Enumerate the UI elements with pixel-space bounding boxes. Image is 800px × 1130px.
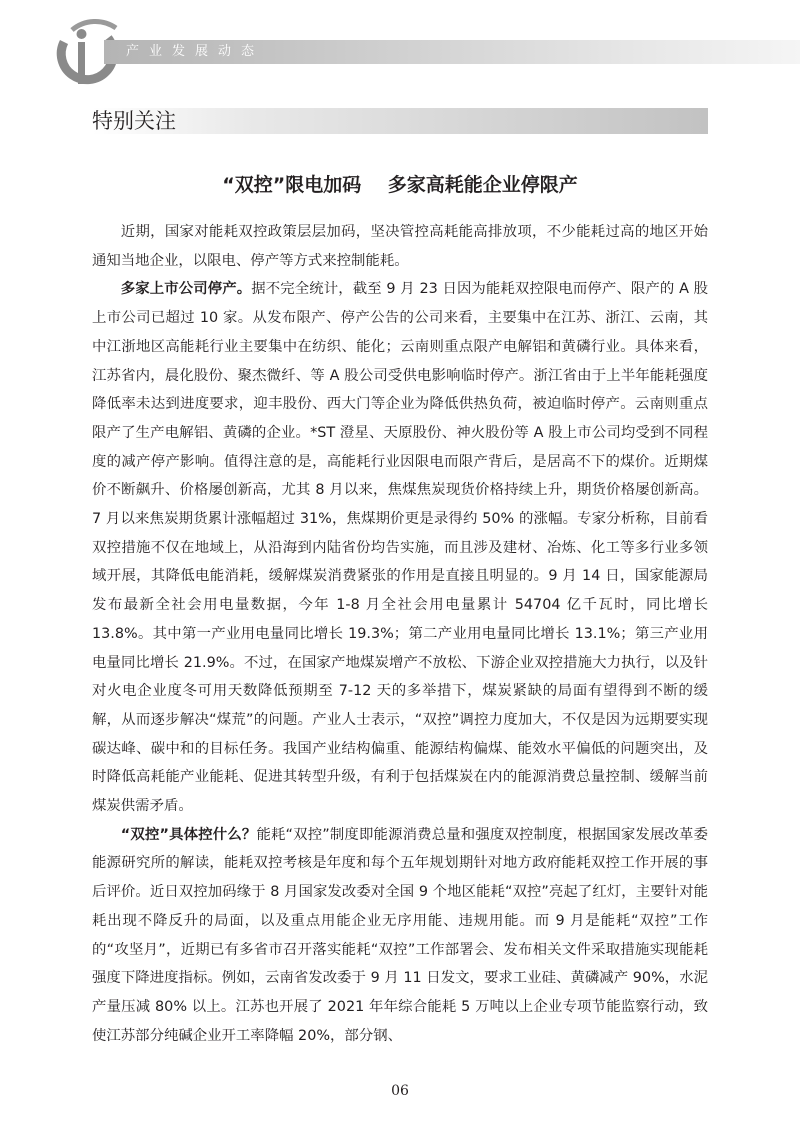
paragraph-listed-companies	[92, 275, 708, 820]
section-title: 特别关注	[92, 109, 176, 133]
paragraph-lead: 多家上市公司停产。	[120, 281, 252, 298]
paragraph-text: 能耗“双控”制度即能源消费总量和强度双控制度，根据国家发展改革委能源研究所的解读，能耗双控考核是年度和每个五年规划期针对地方政府能耗双控工作开展的事后评价。近日双控加码缘于 8 月国家发改委对全国 9 个地区能耗“双控”亮起了红灯，主要针对能耗出现不降反升的局面，以及重点用能企业无序用能、违规用能。而 9 月是能耗“双控”工作的“攻坚月”，近期已有多省市召开落实能耗“双控”工作部署会、发布相关文件采取措施实现能耗强度下降进度指标。例如，云南省发改委于 9 月 11 日发文，要求工业硅、黄磷减产 90%，水泥产量压减 80% 以上。江苏也开展了 2021 年年综合能耗 5 万吨以上企业专项节能监察行动，致使江苏部分纯碱企业开工率降幅 20%，部分钢、	[92, 826, 708, 1044]
header-category: 产业发展动态	[126, 44, 265, 59]
paragraph-dual-control	[92, 821, 708, 1051]
article-body	[92, 218, 708, 1050]
paragraph-text: 据不完全统计，截至 9 月 23 日因为能耗双控限电而停产、限产的 A 股上市公司已超过 10 家。从发布限产、停产公告的公司来看，主要集中在江苏、浙江、云南，其中江浙地区高能耗行业主要集中在纺织、能化；云南则重点限产电解铝和黄磷行业。具体来看，江苏省内，晨化股份、聚杰微纤、等 A 股公司受供电影响临时停产。浙江省由于上半年能耗强度降低率未达到进度要求，迎丰股份、西大门等企业为降低供热负荷，被迫临时停产。云南则重点限产了生产电解铝、黄磷的企业。*ST 澄星、天原股份、神火股份等 A 股上市公司均受到不同程度的减产停产影响。值得注意的是，高能耗行业因限电而限产背后，是居高不下的煤价。近期煤价不断飙升、价格屡创新高，尤其 8 月以来，焦煤焦炭现货价格持续上升，期货价格屡创新高。7 月以来焦炭期货累计涨幅超过 31%，焦煤期价更是录得约 50% 的涨幅。专家分析称，目前看双控措施不仅在地域上，从沿海到内陆省份均告实施，而且涉及建材、冶炼、化工等多行业多领域开展，其降低电能消耗，缓解煤炭消费紧张的作用是直接且明显的。9 月 14 日，国家能源局发布最新全社会用电量数据，今年 1-8 月全社会用电量累计 54704 亿千瓦时，同比增长 13.8%。其中第一产业用电量同比增长 19.3%；第二产业用电量同比增长 13.1%；第三产业用电量同比增长 21.9%。不过，在国家产地煤炭增产不放松、下游企业双控措施大力执行，以及针对火电企业度冬可用天数降低预期至 7-12 天的多举措下，煤炭紧缺的局面有望得到不断的缓解，从而逐步解决“煤荒”的问题。产业人士表示，“双控”调控力度加大，不仅是因为远期要实现碳达峰、碳中和的目标任务。我国产业结构偏重、能源结构偏煤、能效水平偏低的问题突出，及时降低高耗能产业能耗、促进其转型升级，有利于包括煤炭在内的能源消费总量控制、缓解当前煤炭供需矛盾。	[92, 281, 708, 815]
page-number: 06	[391, 1083, 409, 1099]
paragraph-intro: 近期，国家对能耗双控政策层层加码，坚决管控高耗能高排放项，不少能耗过高的地区开始通知当地企业，以限电、停产等方式来控制能耗。	[92, 224, 708, 269]
section-bar	[92, 108, 708, 134]
paragraph-lead: “双控”具体控什么？	[120, 826, 257, 843]
article-title: “双控”限电加码 多家高耗能企业停限产	[222, 174, 578, 196]
